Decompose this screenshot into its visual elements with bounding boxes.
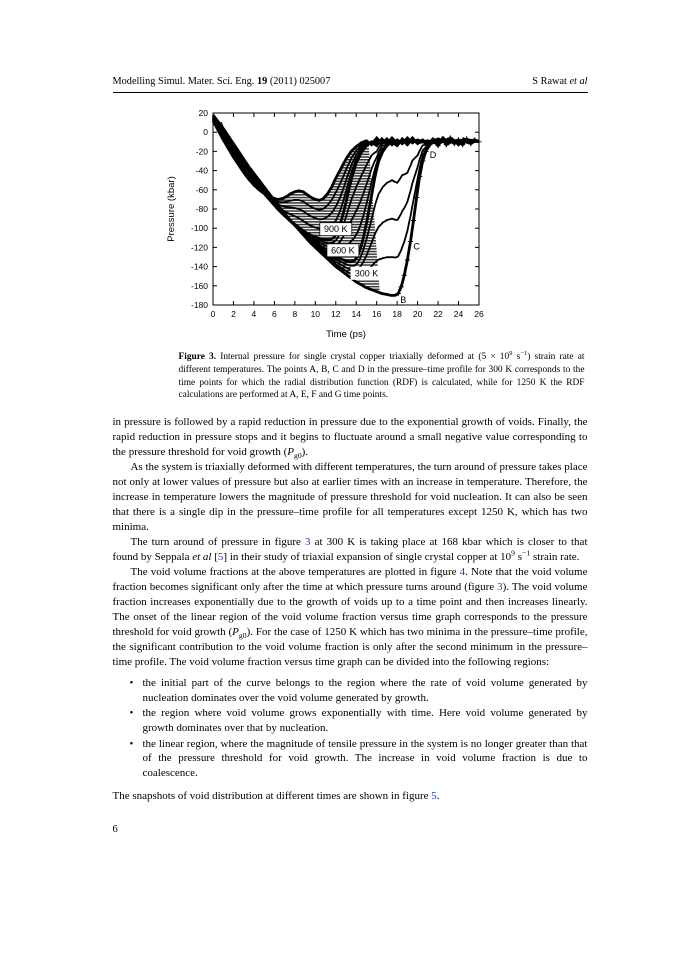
text-segment: The turn around of pressure in figure (130, 536, 306, 549)
svg-text:6: 6 (271, 309, 277, 319)
text-segment: g0 (293, 451, 302, 461)
text-segment: [ (211, 551, 218, 564)
paper-page (113, 0, 588, 835)
reference-link[interactable]: 3 (305, 536, 311, 549)
closing-paragraph (113, 789, 588, 804)
paragraph (113, 565, 588, 670)
chart-annotation: B (399, 295, 406, 306)
chart-annotation: D (429, 150, 436, 161)
svg-text:16: 16 (371, 309, 381, 319)
text-segment: ] in their study of triaxial expansion of single crystal copper at 10 (223, 551, 512, 564)
x-axis-label: Time (ps) (325, 329, 366, 340)
text-segment: 9 (511, 548, 516, 558)
svg-text:14: 14 (350, 309, 361, 319)
svg-text:0: 0 (202, 127, 208, 138)
text-segment: Figure 3. (178, 352, 217, 362)
text-segment: the region where void volume grows exponentially with time. Here void volume generated by growth dominates over that by nucleation. (142, 707, 588, 734)
svg-text:8: 8 (291, 309, 297, 319)
text-segment: ) strain rate at different temperatures. The points A, B, C and D in the pressure–time profile for 300 K corresponds to the time points for which the radial distribution function (RDF) is calculated, while for 1250 K the RDF calculations are performed at A, E, F and G time points. (178, 352, 585, 401)
svg-text:-160: -160 (190, 280, 208, 291)
bullet-item (143, 737, 588, 781)
paragraph (113, 535, 588, 565)
figure-3 (113, 105, 588, 402)
bullet-item (143, 706, 588, 735)
svg-text:2: 2 (230, 309, 236, 319)
text-segment: −1 (522, 548, 531, 558)
text-segment: s (512, 352, 521, 362)
text-segment: in pressure is followed by a rapid reduction in pressure due to the exponential growth of voids. Finally, the rapid reduction in pressure stops and it begins to fluctuate around a small negative value corresponding to the pressure threshold for void growth ( (112, 416, 588, 459)
text-segment: S Rawat (532, 76, 570, 87)
svg-text:20: 20 (198, 108, 208, 118)
svg-text:-100: -100 (190, 223, 208, 234)
figure-caption (179, 351, 585, 402)
reference-link[interactable]: 5 (431, 790, 437, 803)
text-segment: 19 (256, 76, 268, 87)
svg-text:0: 0 (210, 309, 215, 319)
paragraph (113, 415, 588, 460)
chart-annotation: A (217, 120, 224, 131)
svg-text:24: 24 (453, 309, 463, 319)
reference-link[interactable]: 5 (217, 551, 224, 564)
text-segment: ). (301, 446, 309, 459)
text-segment: . Note that the void volume fraction becomes significant only after the time at which pressure turns around (figure (112, 566, 588, 594)
svg-text:-60: -60 (195, 184, 208, 195)
chart-annotation: 300 K (354, 268, 378, 279)
reference-link[interactable]: 3 (497, 581, 503, 594)
text-segment: −1 (520, 349, 528, 357)
text-segment: Internal pressure for single crystal copper triaxially deformed at (5 × 10 (216, 352, 510, 362)
svg-text:-80: -80 (195, 204, 208, 214)
text-segment: (2011) 025007 (267, 76, 331, 87)
svg-text:-180: -180 (190, 300, 208, 310)
bullet-item (143, 676, 588, 705)
svg-text:18: 18 (391, 309, 402, 319)
authors-running-head (532, 76, 587, 87)
text-segment: strain rate. (530, 551, 580, 564)
text-segment: Modelling Simul. Mater. Sci. Eng. (112, 76, 257, 87)
paragraph (113, 460, 588, 535)
svg-text:26: 26 (473, 309, 484, 319)
text-segment: et al (192, 551, 212, 564)
bullet-list (113, 676, 588, 780)
text-segment: P (232, 626, 239, 639)
svg-text:10: 10 (310, 309, 320, 319)
pressure-time-chart (163, 105, 493, 341)
page-number: 6 (112, 824, 118, 836)
chart-svg (163, 105, 493, 341)
text-segment: s (515, 551, 523, 564)
text-segment: 9 (509, 349, 513, 357)
text-segment: As the system is triaxially deformed with different temperatures, the turn around of pressure takes place not only at lower values of pressure but also at earlier times with an increase in temperature. Therefore, the increase in temperature lowers the magnitude of pressure threshold for void nucleation. It can also be seen that there is a single dip in the pressure–time profile for all temperatures except 1250 K, which has two minima. (112, 461, 588, 534)
chart-annotation: 900 K (323, 224, 348, 235)
chart-annotation: C (412, 241, 420, 252)
text-segment: ). For the case of 1250 K which has two minima in the pressure–time profile, the significant contribution to the void volume fraction is only after the second minimum in the pressure–time profile. The void volume fraction versus time graph can be divided into the following regions: (112, 626, 588, 669)
y-axis-label: Pressure (kbar) (165, 176, 177, 242)
text-segment: The void volume fractions at the above temperatures are plotted in figure (130, 566, 460, 579)
text-segment: the initial part of the curve belongs to the region where the rate of void volume generated by nucleation dominates over the void volume generated by growth. (142, 677, 588, 704)
svg-text:-120: -120 (190, 242, 208, 253)
chart-annotation: 600 K (330, 245, 355, 256)
text-segment: g0 (238, 631, 247, 641)
svg-text:4: 4 (251, 309, 256, 319)
text-segment: P (287, 446, 294, 459)
svg-text:20: 20 (412, 309, 422, 319)
text-segment: at 300 K is taking place at 168 kbar which is closer to that found by Seppala (112, 536, 588, 564)
svg-text:-20: -20 (195, 146, 208, 157)
svg-text:-40: -40 (195, 165, 208, 176)
text-segment: The snapshots of void distribution at different times are shown in figure (112, 790, 432, 803)
text-segment: et al (569, 76, 588, 87)
text-segment: . (436, 790, 440, 803)
journal-reference (113, 76, 331, 87)
svg-text:12: 12 (330, 309, 341, 319)
svg-text:-140: -140 (190, 261, 208, 272)
reference-link[interactable]: 4 (459, 566, 466, 579)
page-header (113, 76, 588, 93)
text-segment: ). The void volume fraction increases exponentially due to the growth of voids up to a time point and then increases linearly. The onset of the linear region of the void volume fraction versus time graph corresponds to the pressure threshold for void growth ( (112, 581, 588, 639)
text-segment: the linear region, where the magnitude of tensile pressure in the system is no longer greater than that of the pressure threshold for void growth. The increase in void volume fraction is due to coalescence. (142, 737, 588, 779)
svg-text:22: 22 (432, 309, 443, 319)
body-text (113, 415, 588, 670)
